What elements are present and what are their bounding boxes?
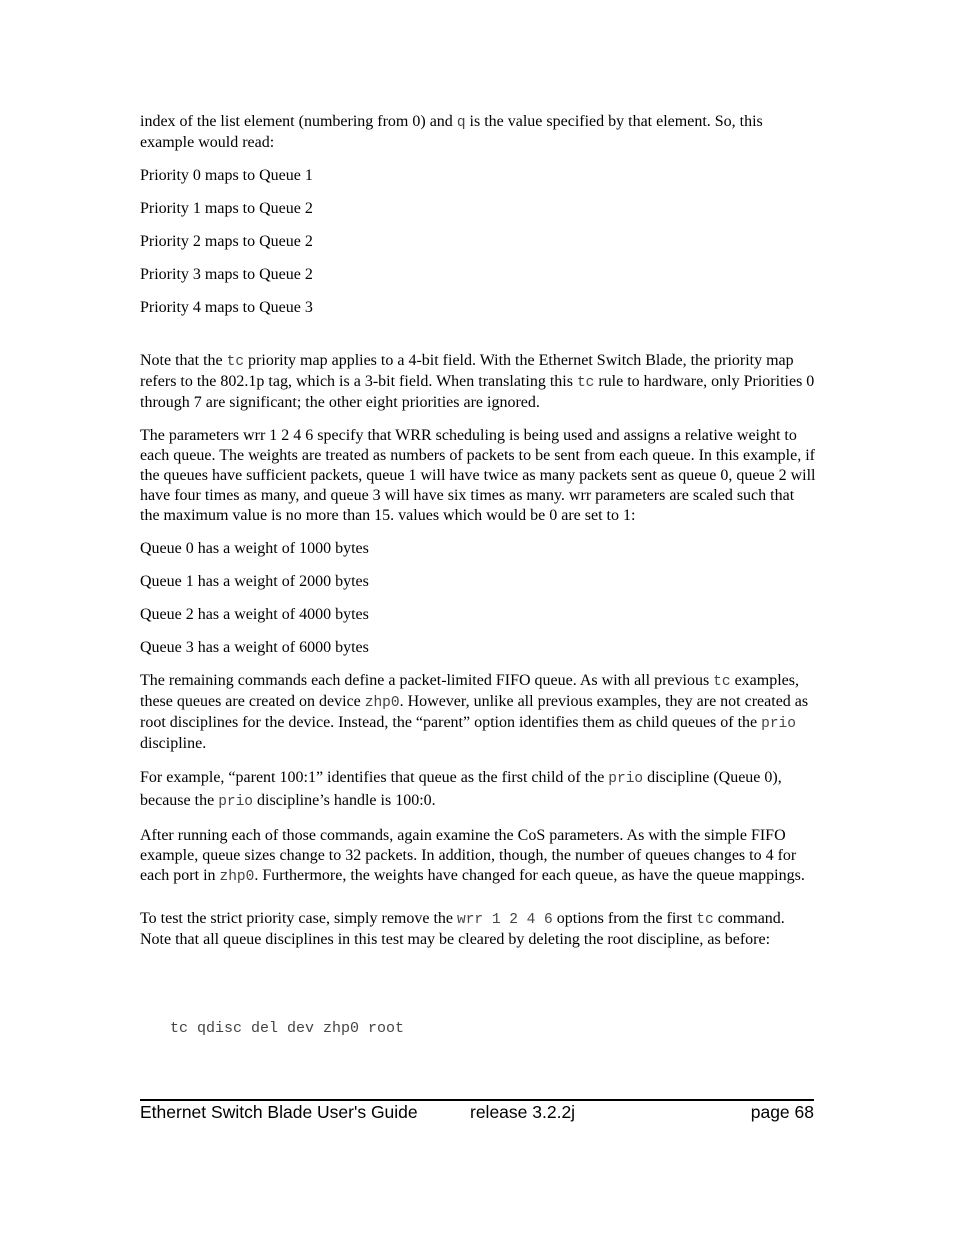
footer-release: release 3.2.2j: [470, 1102, 576, 1122]
priority-line: Priority 1 maps to Queue 2: [140, 200, 313, 217]
paragraph-intro: index of the list element (numbering from 0) and q is the value specified by that element. So, this example would read:: [140, 113, 763, 151]
priority-line: Priority 3 maps to Queue 2: [140, 266, 313, 283]
paragraph-strict-priority: To test the strict priority case, simply remove the wrr 1 2 4 6 options from the first tc command. Note that all queue disciplines in this test may be cleared by deleting the root discipline, as before:: [140, 910, 785, 948]
priority-line: Priority 2 maps to Queue 2: [140, 233, 313, 250]
weight-line: Queue 0 has a weight of 1000 bytes: [140, 540, 369, 557]
footer-title: Ethernet Switch Blade User's Guide: [140, 1102, 418, 1122]
priority-line: Priority 4 maps to Queue 3: [140, 299, 313, 316]
footer-page-number: page 68: [750, 1102, 814, 1122]
weight-line: Queue 3 has a weight of 6000 bytes: [140, 639, 369, 656]
command-example: tc qdisc del dev zhp0 root: [170, 1020, 405, 1037]
paragraph-wrr: The parameters wrr 1 2 4 6 specify that WRR scheduling is being used and assigns a relative weight to each queue. The weights are treated as numbers of packets to be sent from each queue. In this example, if the queues have sufficient packets, queue 1 will have twice as many packets sent as queue 0, queue 2 will have four times as many, and queue 3 will have six times as many. wrr parameters are scaled such that the maximum value is no more than 15. values which would be 0 are set to 1:: [140, 427, 816, 524]
weight-line: Queue 1 has a weight of 2000 bytes: [140, 573, 369, 590]
page-footer: [140, 1099, 814, 1122]
priority-line: Priority 0 maps to Queue 1: [140, 167, 313, 184]
paragraph-cos: After running each of those commands, again examine the CoS parameters. As with the simple FIFO example, queue sizes change to 32 packets. In addition, though, the number of queues changes to 4 for each port in zhp0. Furthermore, the weights have changed for each queue, as have the queue mappings.: [140, 827, 805, 885]
weight-line: Queue 2 has a weight of 4000 bytes: [140, 606, 369, 623]
paragraph-fifo: The remaining commands each define a packet-limited FIFO queue. As with all previous tc examples, these queues are created on device zhp0. However, unlike all previous examples, they are not created as root disciplines for the device. Instead, the “parent” option identifies them as child queues of the prio discipline.: [140, 672, 809, 752]
paragraph-priority-map: Note that the tc priority map applies to a 4-bit field. With the Ethernet Switch Blade, the priority map refers to the 802.1p tag, which is a 3-bit field. When translating this tc rule to hardware, only Priorities 0 through 7 are significant; the other eight priorities are ignored.: [140, 352, 815, 411]
document-body: [140, 112, 816, 950]
paragraph-parent: For example, “parent 100:1” identifies that queue as the first child of the prio discipline (Queue 0), because the prio discipline’s handle is 100:0.: [140, 769, 782, 810]
